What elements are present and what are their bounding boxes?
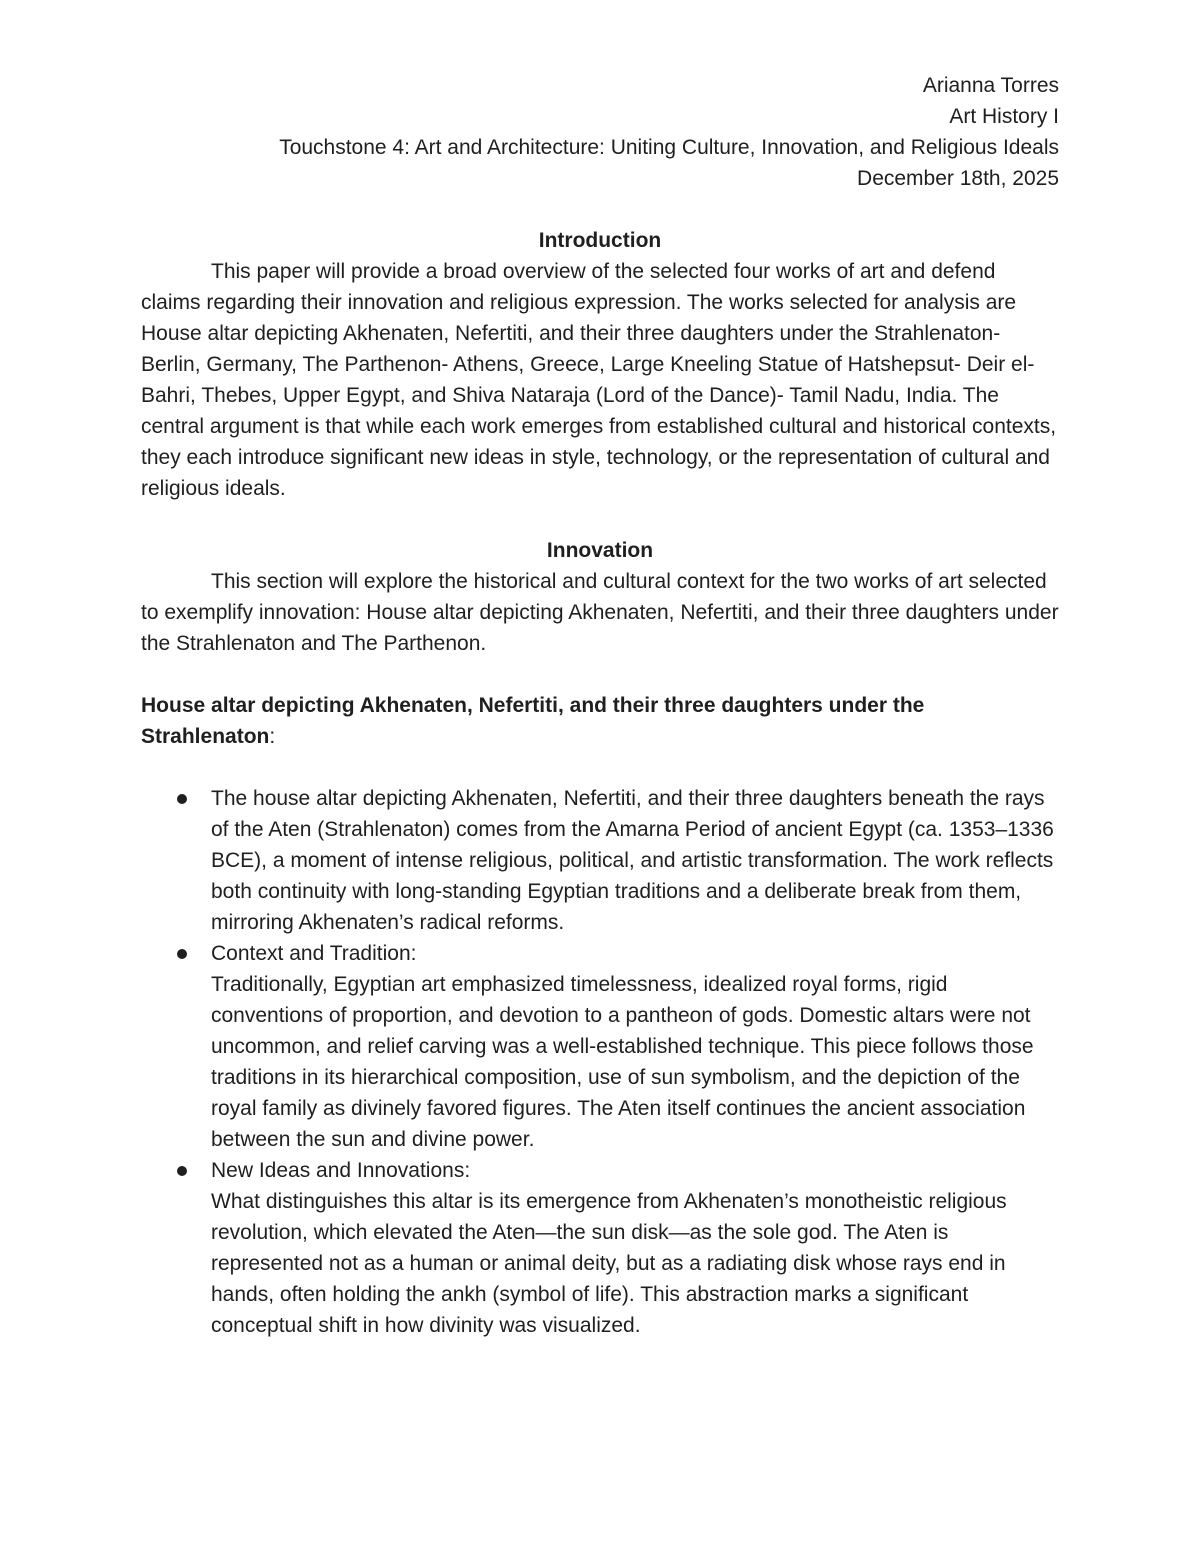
spacer (141, 659, 1059, 690)
list-item (211, 1155, 1059, 1341)
list-item (211, 938, 1059, 1155)
innovation-paragraph: This section will explore the historical and cultural context for the two works of art selected to exemplify innovation: House altar depicting Akhenaten, Nefertiti, and their three daughters under the Strahlenaton and The Parthenon. (141, 570, 1059, 655)
innovation-heading: Innovation (546, 539, 654, 562)
spacer (141, 504, 1059, 535)
introduction-heading: Introduction (538, 229, 662, 252)
document-date: December 18th, 2025 (857, 167, 1059, 190)
course-name: Art History I (949, 105, 1059, 128)
bullet-icon (177, 1166, 187, 1176)
bullet-icon (177, 794, 187, 804)
house-altar-heading-text: House altar depicting Akhenaten, Nefertiti, and their three daughters under the Strahlenaton (141, 694, 925, 748)
house-altar-heading-colon: : (269, 725, 276, 748)
bullet-icon (177, 949, 187, 959)
author-name: Arianna Torres (922, 74, 1059, 97)
spacer (141, 752, 1059, 783)
bullet-title: New Ideas and Innovations: (211, 1159, 471, 1182)
house-altar-bullet-list (141, 783, 1059, 1341)
list-item (211, 783, 1059, 938)
bullet-text: What distinguishes this altar is its emergence from Akhenaten’s monotheistic religious revolution, which elevated the Aten—the sun disk—as the sole god. The Aten is represented not as a human or animal deity, but as a radiating disk whose rays end in hands, often holding the ankh (symbol of life). This abstraction marks a significant conceptual shift in how divinity was visualized. (211, 1190, 1007, 1337)
house-altar-heading (141, 690, 1059, 752)
document-page (141, 70, 1059, 1341)
assignment-title: Touchstone 4: Art and Architecture: Uniting Culture, Innovation, and Religious Ideals (279, 136, 1059, 159)
spacer (141, 194, 1059, 225)
bullet-text: Traditionally, Egyptian art emphasized timelessness, idealized royal forms, rigid conventions of proportion, and devotion to a pantheon of gods. Domestic altars were not uncommon, and relief carving was a well-established technique. This piece follows those traditions in its hierarchical composition, use of sun symbolism, and the depiction of the royal family as divinely favored figures. The Aten itself continues the ancient association between the sun and divine power. (211, 973, 1034, 1151)
introduction-paragraph: This paper will provide a broad overview of the selected four works of art and defend claims regarding their innovation and religious expression. The works selected for analysis are House altar depicting Akhenaten, Nefertiti, and their three daughters under the Strahlenaton- Berlin, Germany, The Parthenon- Athens, Greece, Large Kneeling Statue of Hatshepsut- Deir el-Bahri, Thebes, Upper Egypt, and Shiva Nataraja (Lord of the Dance)- Tamil Nadu, India. The central argument is that while each work emerges from established cultural and historical contexts, they each introduce significant new ideas in style, technology, or the representation of cultural and religious ideals. (141, 260, 1057, 500)
bullet-text: The house altar depicting Akhenaten, Nefertiti, and their three daughters beneath the rays of the Aten (Strahlenaton) comes from the Amarna Period of ancient Egypt (ca. 1353–1336 BCE), a moment of intense religious, political, and artistic transformation. The work reflects both continuity with long-standing Egyptian traditions and a deliberate break from them, mirroring Akhenaten’s radical reforms. (211, 787, 1054, 934)
bullet-title: Context and Tradition: (211, 942, 417, 965)
